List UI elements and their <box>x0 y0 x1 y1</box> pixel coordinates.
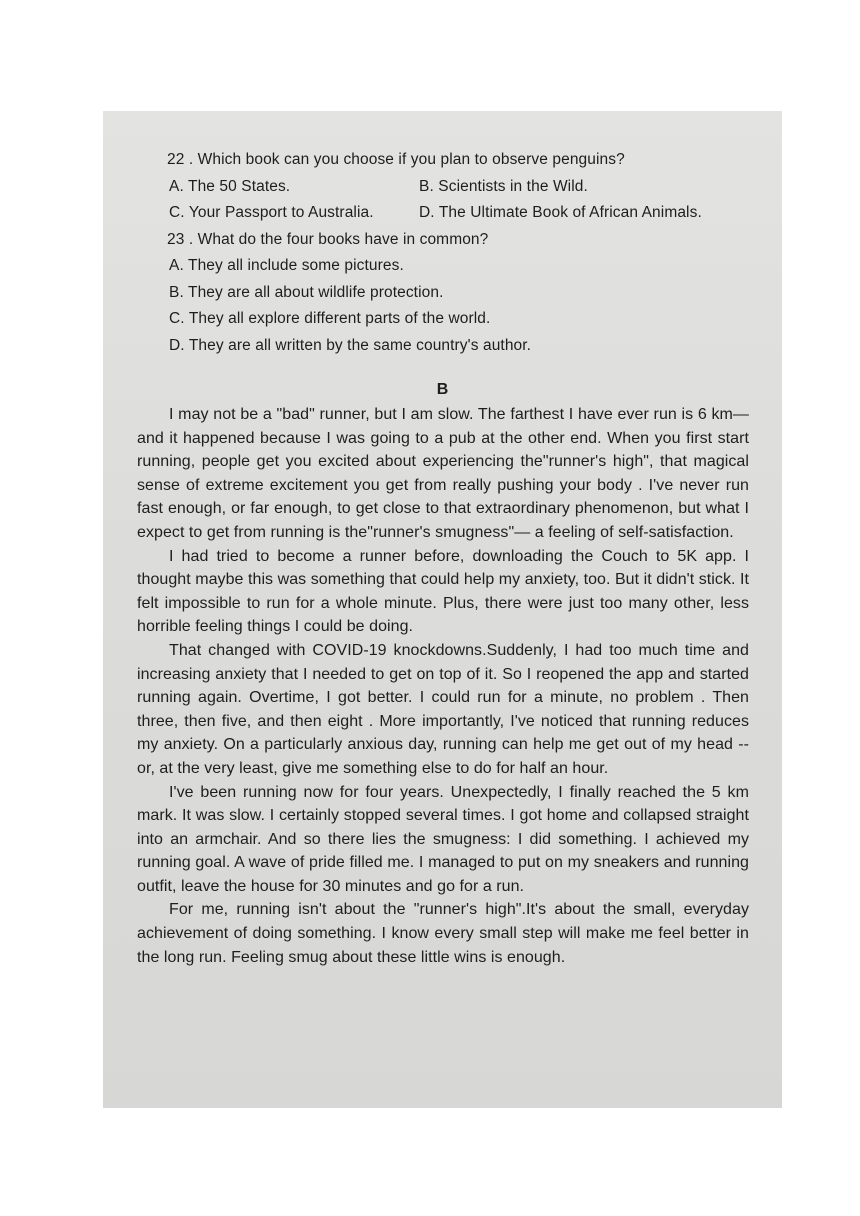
question-22-option-a <box>169 174 419 201</box>
passage-paragraph-2: I had tried to become a runner before, downloading the Couch to 5K app. I thought maybe this was something that could help my anxiety, too. But it didn't stick. It felt impossible to run for a whole minute. Plus, there were just too many other, less horrible feeling things I could be doing. <box>137 547 749 636</box>
option-text: The Ultimate Book of African Animals. <box>438 204 702 221</box>
question-22-option-d <box>419 200 702 227</box>
option-letter: A. <box>169 177 184 195</box>
option-text: They all explore different parts of the world. <box>188 310 491 327</box>
exam-page <box>103 111 782 1108</box>
question-22-options-row-1 <box>167 174 767 201</box>
passage-paragraph-4: I've been running now for four years. Unexpectedly, I finally reached the 5 km mark. It was slow. I certainly stopped several times. I got home and collapsed straight into an armchair. And so there lies the smugness: I did something. I achieved my running goal. A wave of pride filled me. I managed to put on my sneakers and running outfit, leave the house for 30 minutes and go for a run. <box>137 783 749 895</box>
option-text: Your Passport to Australia. <box>188 204 374 221</box>
question-23-stem: 23 . What do the four books have in common? <box>167 230 489 248</box>
question-23-option-c <box>167 306 767 333</box>
reading-passage <box>137 403 749 969</box>
option-letter: B. <box>169 283 184 301</box>
option-letter: B. <box>419 177 434 195</box>
option-letter: C. <box>169 310 185 327</box>
question-23-option-b <box>167 280 767 307</box>
option-text: They are all written by the same country's author. <box>188 336 532 354</box>
option-letter: D. <box>169 336 185 354</box>
question-23-option-a <box>167 253 767 280</box>
option-letter: A. <box>169 257 184 274</box>
question-22-options-row-2 <box>167 200 767 227</box>
option-text: Scientists in the Wild. <box>438 177 588 195</box>
option-text: The 50 States. <box>188 177 291 195</box>
passage-paragraph-3: That changed with COVID-19 knockdowns.Suddenly, I had too much time and increasing anxiety that I needed to get on top of it. So I reopened the app and started running again. Overtime, I got better. I could run for a minute, no problem . Then three, then five, and then eight . More importantly, I've noticed that running reduces my anxiety. On a particularly anxious day, running can help me get out of my head --or, at the very least, give me something else to do for half an hour. <box>137 641 749 777</box>
option-letter: D. <box>419 204 435 221</box>
option-text: They all include some pictures. <box>188 257 404 274</box>
question-23-option-d <box>167 333 767 360</box>
option-text: They are all about wildlife protection. <box>188 283 444 301</box>
question-22-option-c <box>169 200 419 227</box>
question-block <box>167 147 767 359</box>
section-label: B <box>436 381 449 398</box>
option-letter: C. <box>169 204 185 221</box>
question-22-option-b <box>419 174 588 201</box>
passage-paragraph-1: I may not be a "bad" runner, but I am slow. The farthest I have ever run is 6 km— and it happened because I was going to a pub at the other end. When you first start running, people get you excited about experiencing the"runner's high", that magical sense of extreme excitement you get from really pushing your body . I've never run fast enough, or far enough, to get close to that extraordinary phenomenon, but what I expect to get from running is the"runner's smugness"— a feeling of self-satisfaction. <box>137 406 749 541</box>
passage-paragraph-5: For me, running isn't about the "runner's high".It's about the small, everyday achievement of doing something. I know every small step will make me feel better in the long run. Feeling smug about these little wins is enough. <box>137 901 749 966</box>
question-22-stem: 22 . Which book can you choose if you plan to observe penguins? <box>167 151 625 168</box>
